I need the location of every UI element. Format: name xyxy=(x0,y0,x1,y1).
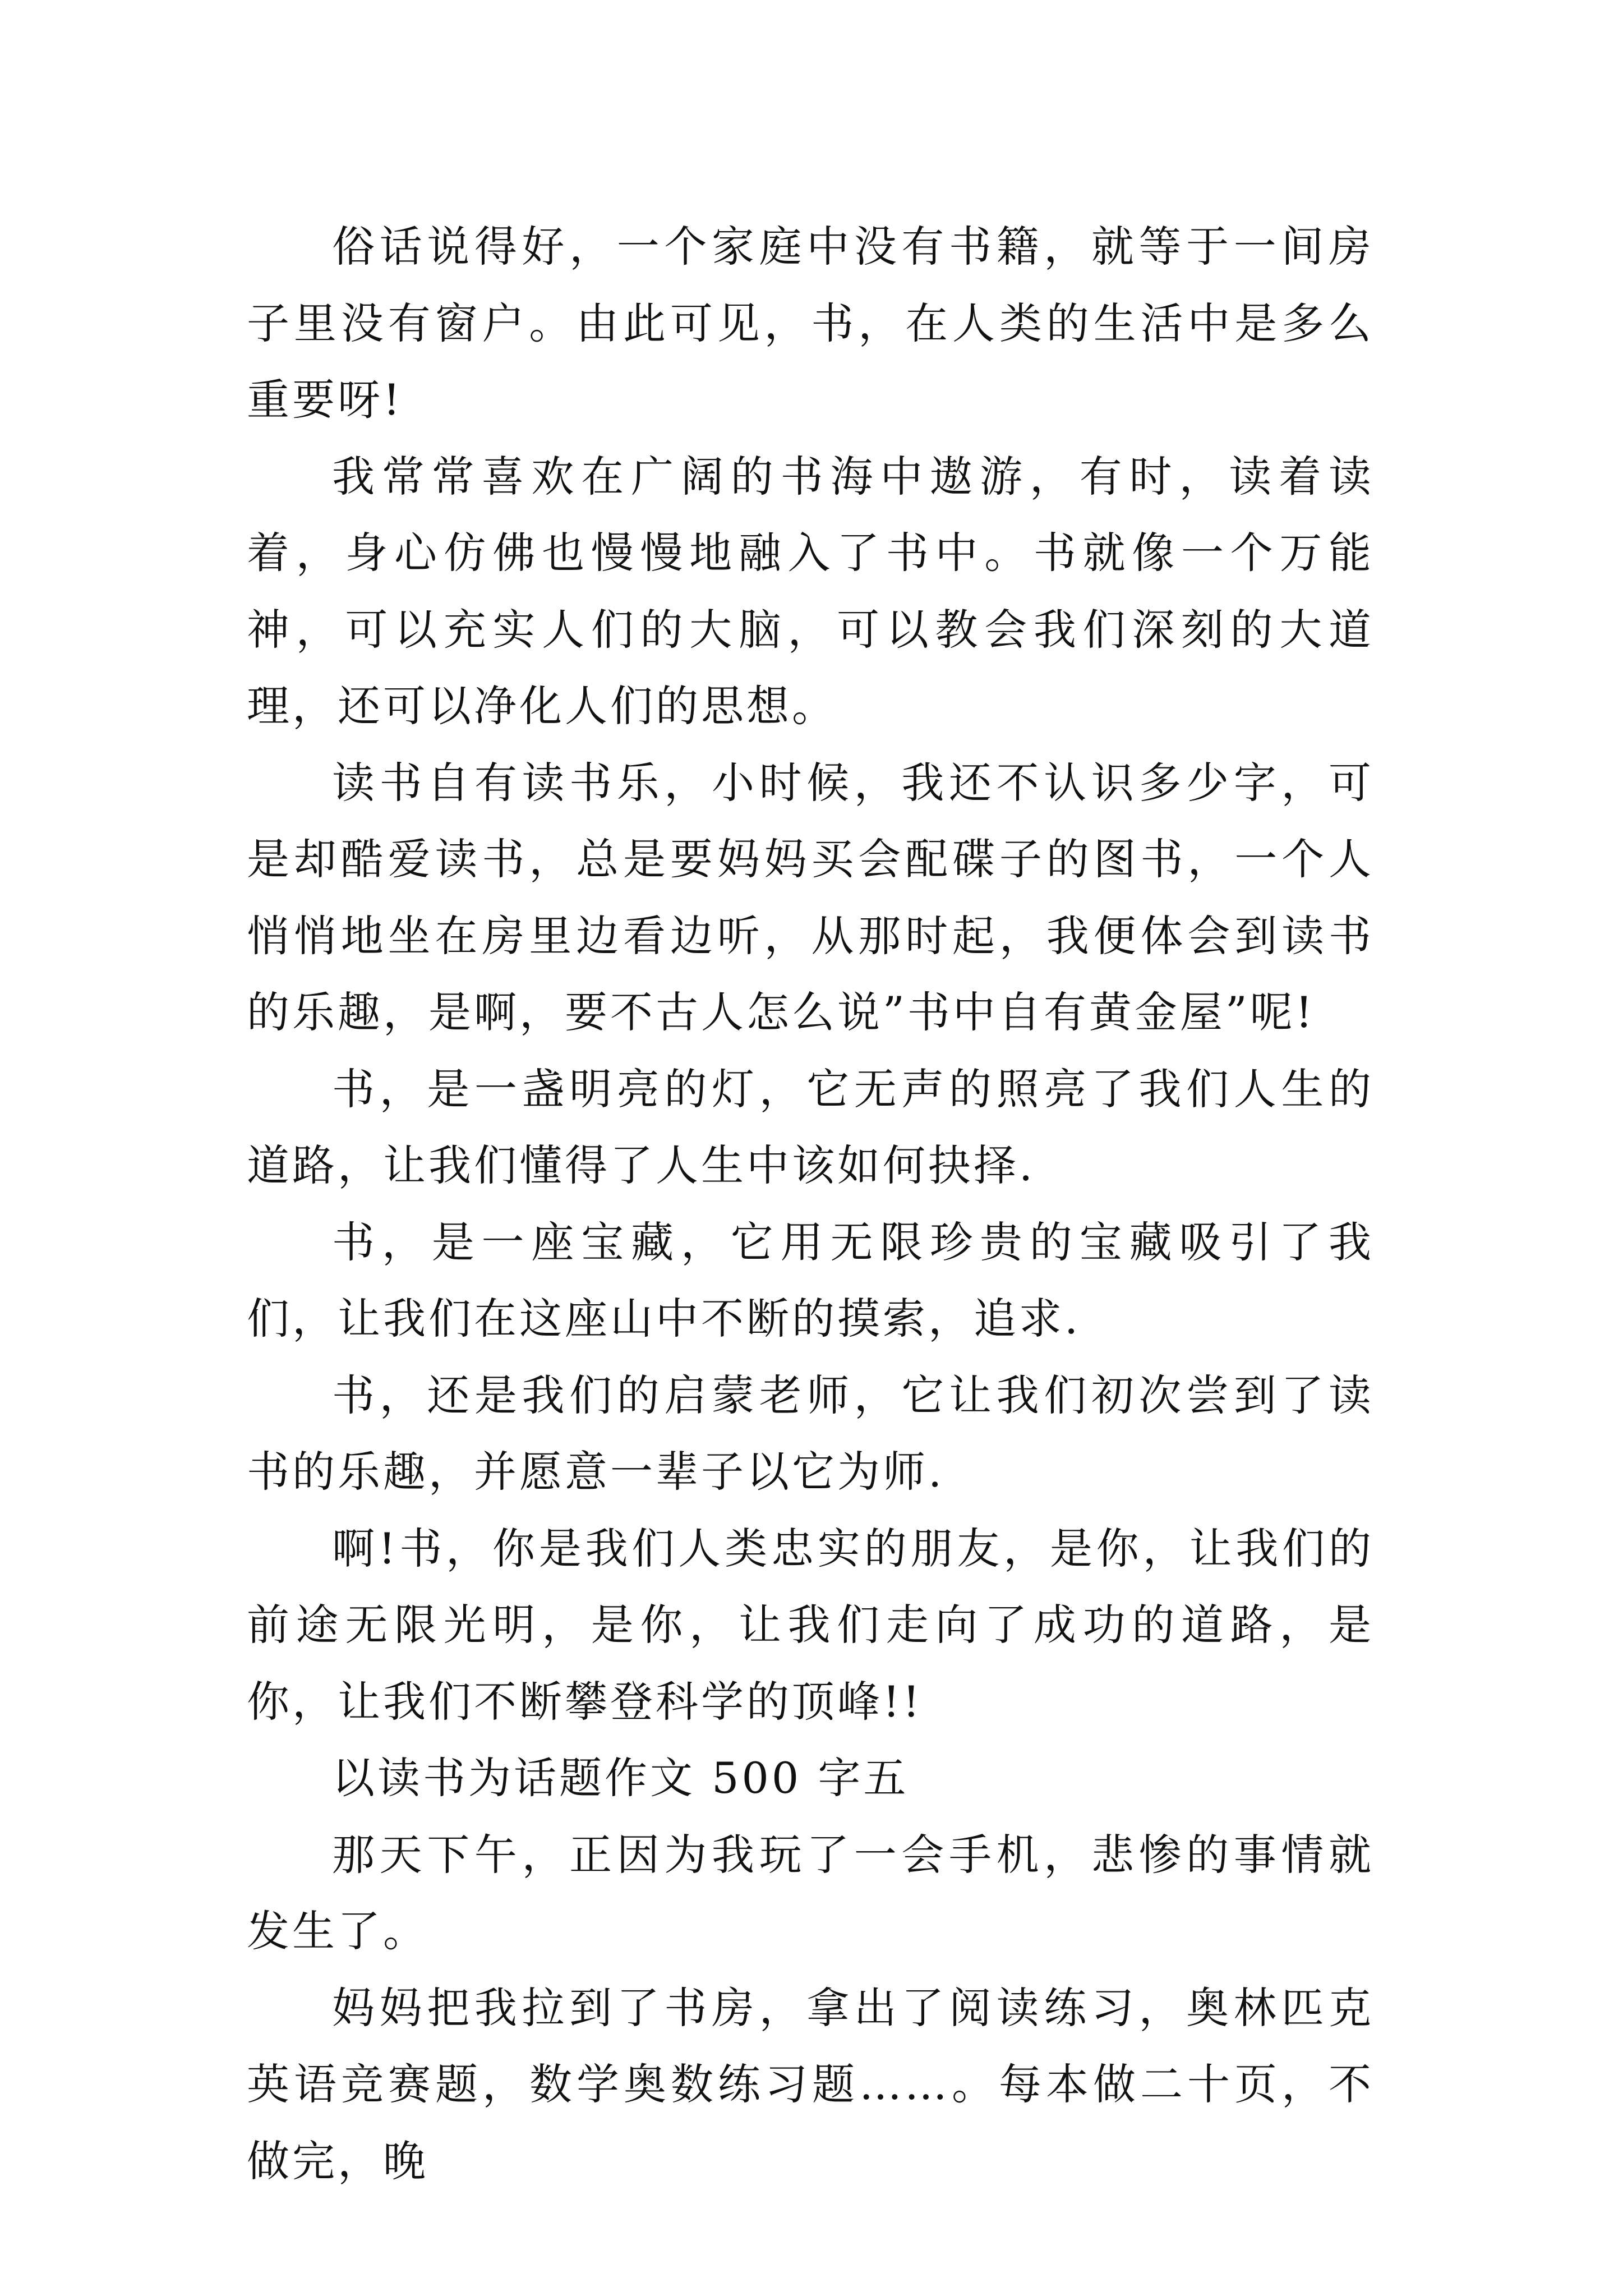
paragraph: 书，是一座宝藏，它用无限珍贵的宝藏吸引了我们，让我们在这座山中不断的摸索，追求. xyxy=(247,1217,1374,1343)
section-heading: 以读书为话题作文 500 字五 xyxy=(332,1753,909,1803)
paragraph: 我常常喜欢在广阔的书海中遨游，有时，读着读着，身心仿佛也慢慢地融入了书中。书就像一个万能神，可以充实人们的大脑，可以教会我们深刻的大道理，还可以净化人们的思想。 xyxy=(247,451,1374,731)
paragraph: 啊!书，你是我们人类忠实的朋友，是你，让我们的前途无限光明，是你，让我们走向了成功的道路，是你，让我们不断攀登科学的顶峰!! xyxy=(247,1523,1374,1727)
paragraph: 妈妈把我拉到了书房，拿出了阅读练习，奥林匹克英语竞赛题，数学奥数练习题……。每本做二十页，不做完，晚 xyxy=(247,1982,1374,2186)
paragraph: 读书自有读书乐，小时候，我还不认识多少字，可是却酷爱读书，总是要妈妈买会配碟子的图书，一个人悄悄地坐在房里边看边听，从那时起，我便体会到读书的乐趣，是啊，要不古人怎么说”书中自有黄金屋”呢! xyxy=(247,757,1374,1037)
paragraph: 那天下午，正因为我玩了一会手机，悲惨的事情就发生了。 xyxy=(247,1829,1374,1956)
paragraph: 书，还是我们的启蒙老师，它让我们初次尝到了读书的乐趣，并愿意一辈子以它为师. xyxy=(247,1370,1374,1497)
paragraph: 俗话说得好，一个家庭中没有书籍，就等于一间房子里没有窗户。由此可见，书，在人类的生活中是多么重要呀! xyxy=(247,222,1374,425)
document-body xyxy=(247,209,1374,2200)
paragraph: 书，是一盏明亮的灯，它无声的照亮了我们人生的道路，让我们懂得了人生中该如何抉择. xyxy=(247,1064,1374,1190)
